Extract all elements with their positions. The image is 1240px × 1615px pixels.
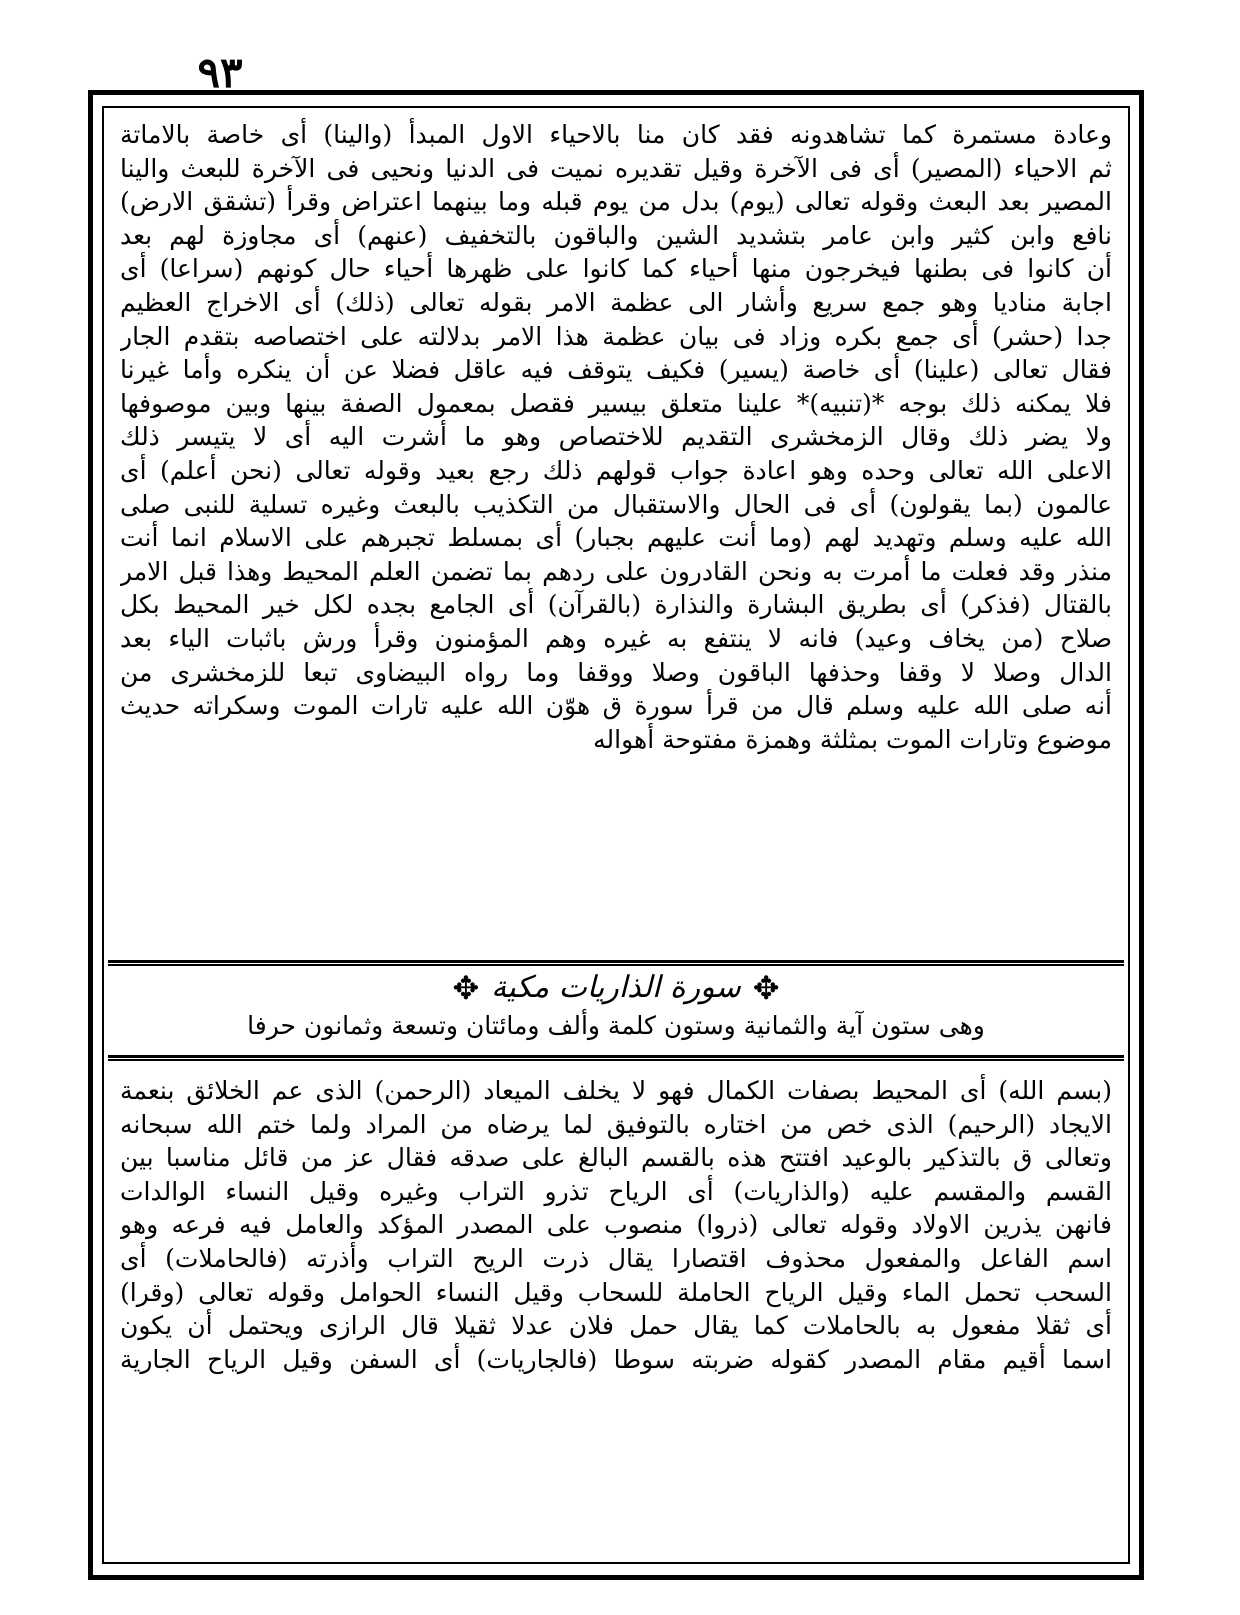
text-line: نافع وابن كثير وابن عامر بتشديد الشين والباقون بالتخفيف (عنهم) أى مجاوزة لهم بعد <box>120 220 1112 250</box>
text-line: عالمون (بما يقولون) أى فى الحال والاستقبال من التكذيب بالبعث وغيره تسلية للنبى صلى <box>120 489 1112 519</box>
text-line: أن كانوا فى بطنها فيخرجون منها أحياء كما كانوا على ظهرها أحياء حال كونهم (سراعا) أى <box>120 254 1112 284</box>
text-line: ولا يضر ذلك وقال الزمخشرى التقديم للاختصاص وهو ما أشرت اليه أى لا يتيسر ذلك <box>120 422 1112 452</box>
text-line: الايجاد (الرحيم) الذى خص من اختاره بالتوفيق لما يرضاه من المراد ولما ختم الله سبحانه <box>120 1109 1112 1139</box>
section-divider-top <box>108 960 1124 966</box>
text-line: اجابة مناديا وهو جمع سريع وأشار الى عظمة الامر بقوله تعالى (ذلك) أى الاخراج العظيم <box>120 287 1112 317</box>
commentary-text-bottom <box>120 1074 1112 1376</box>
text-line: الله عليه وسلم وتهديد لهم (وما أنت عليهم بجبار) أى بمسلط تجبرهم على الاسلام انما أنت <box>120 523 1112 553</box>
text-line: فقال تعالى (علينا) أى خاصة (يسير) فكيف يتوقف فيه عاقل فضلا عن أن ينكره وأما غيرنا <box>120 355 1112 385</box>
surah-info: وهى ستون آية والثمانية وستون كلمة وألف ومائتان وتسعة وثمانون حرفا <box>247 1011 985 1040</box>
text-line: (بسم الله) أى المحيط بصفات الكمال فهو لا يخلف الميعاد (الرحمن) الذى عم الخلائق بنعمة <box>120 1076 1112 1105</box>
text-line: أى ثقلا مفعول به بالحاملات كما يقال حمل فلان عدلا ثقيلا قال الرازى ويحتمل أن يكون <box>120 1311 1112 1341</box>
text-line: بالقتال (فذكر) أى بطريق البشارة والنذارة (بالقرآن) أى الجامع بجده لكل خير المحيط بكل <box>120 590 1112 620</box>
text-line: أنه صلى الله عليه وسلم قال من قرأ سورة ق هوّن الله عليه تارات الموت وسكراته حديث <box>120 691 1112 721</box>
section-divider-bottom <box>108 1055 1124 1061</box>
text-line: فلا يمكنه ذلك بوجه *(تنبيه)* علينا متعلق بيسير فقصل بمعمول الصفة بينها وبين موصوفها <box>120 388 1112 418</box>
text-line: المصير بعد البعث وقوله تعالى (يوم) بدل من يوم قبله وما بينهما اعتراض وقرأ (تشقق الارض) <box>120 187 1112 217</box>
text-line: القسم والمقسم عليه (والذاريات) أى الرياح تذرو التراب وغيره وقيل النساء الوالدات <box>120 1176 1112 1206</box>
text-line: اسما أقيم مقام المصدر كقوله ضربته سوطا (فالجاريات) أى السفن وقيل الرياح الجارية <box>120 1344 1112 1374</box>
surah-title: سورة الذاريات مكية <box>491 970 741 1005</box>
text-line: اسم الفاعل والمفعول محذوف اقتصارا يقال ذرت الريح التراب وأذرته (فالحاملات) أى <box>120 1243 1112 1273</box>
text-line: جدا (حشر) أى جمع بكره وزاد فى بيان عظمة هذا الامر بدلالته على اختصاصه بتقدم الجار <box>120 321 1112 351</box>
surah-header <box>120 970 1112 1043</box>
text-line: السحب تحمل الماء وقيل الرياح الحاملة للسحاب وقيل النساء الحوامل وقوله تعالى (وقرا) <box>120 1277 1112 1307</box>
commentary-text-top <box>120 118 1112 756</box>
text-line: موضوع وتارات الموت بمثلثة وهمزة مفتوحة أهواله <box>593 724 1112 754</box>
text-line: منذر وقد فعلت ما أمرت به ونحن القادرون على ردهم بما تضمن العلم المحيط وهذا قبل الامر <box>120 556 1112 586</box>
ornament-icon: ✥ <box>452 969 480 1007</box>
text-line: الاعلى الله تعالى وحده وهو اعادة جواب قولهم ذلك رجع بعيد وقوله تعالى (نحن أعلم) أى <box>120 455 1112 485</box>
ornament-icon: ✥ <box>752 969 780 1007</box>
text-line: وتعالى ق بالتذكير بالوعيد افتتح هذه بالقسم البالغ على صدقه فقال عز من قائل مناسبا بين <box>120 1143 1112 1173</box>
text-line: ثم الاحياء (المصير) أى فى الآخرة وقيل تقديره نميت فى الدنيا ونحيى فى الآخرة للبعث والينا <box>120 153 1112 183</box>
text-line: صلاح (من يخاف وعيد) فانه لا ينتفع به غيره وهم المؤمنون وقرأ ورش باثبات الياء بعد <box>120 623 1112 653</box>
text-line: الدال وصلا لا وقفا وحذفها الباقون وصلا ووقفا وما رواه البيضاوى تبعا للزمخشرى من <box>120 657 1112 687</box>
text-line: وعادة مستمرة كما تشاهدونه فقد كان منا بالاحياء الاول المبدأ (والينا) أى خاصة بالاماتة <box>120 120 1112 149</box>
page-number: ٩٣ <box>197 48 243 97</box>
text-line: فانهن يذرين الاولاد وقوله تعالى (ذروا) منصوب على المصدر المؤكد والعامل فيه فرعه وهو <box>120 1210 1112 1240</box>
